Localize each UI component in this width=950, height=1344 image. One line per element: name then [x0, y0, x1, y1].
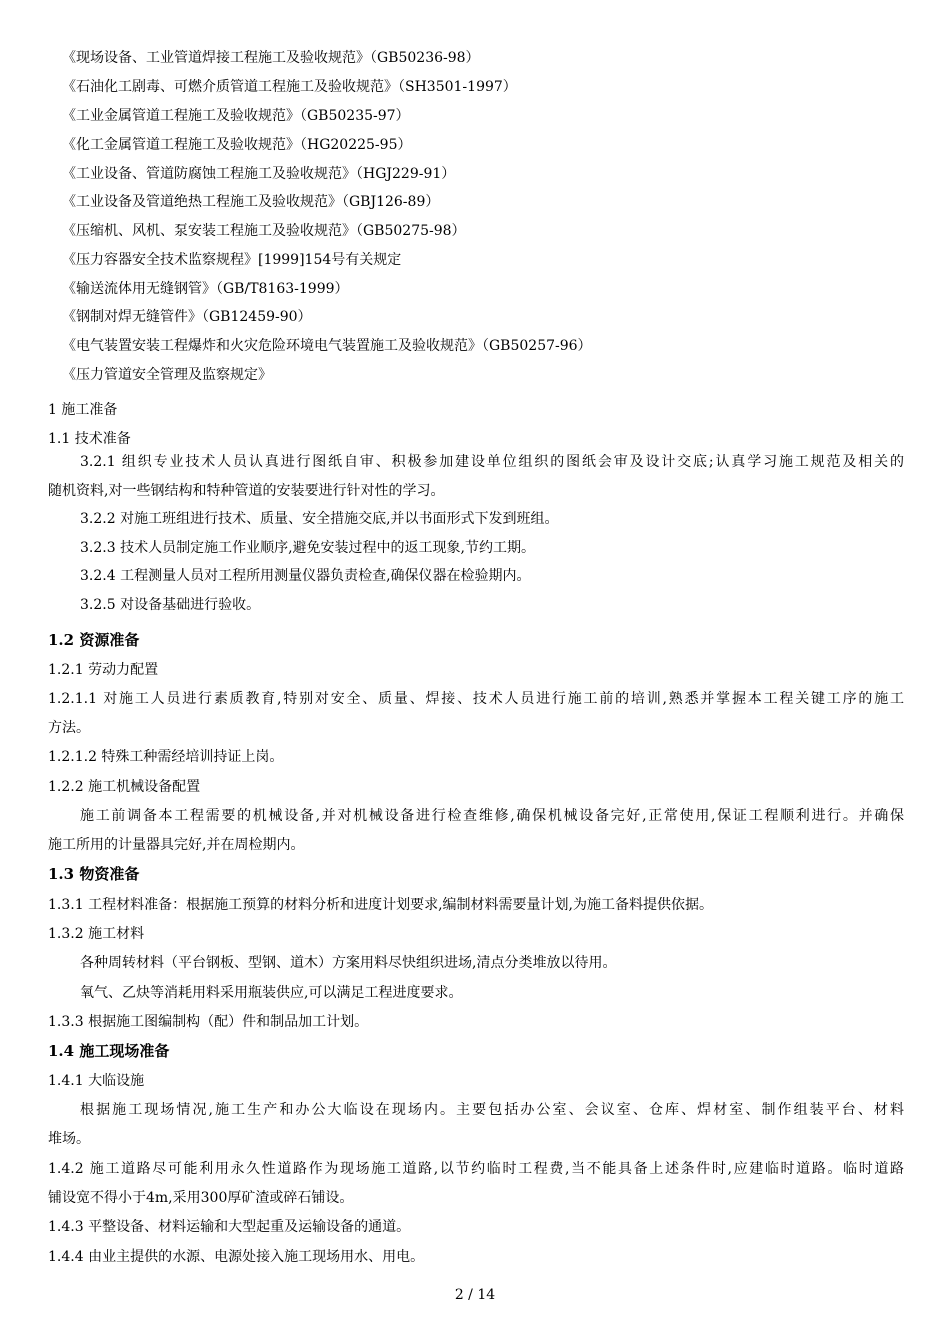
standard-item: 《钢制对焊无缝管件》（GB12459-90）: [62, 309, 312, 325]
standard-item: 《压力管道安全管理及监察规定》: [62, 367, 272, 383]
section-heading-1-1: 1.1 技术准备: [48, 431, 131, 447]
paragraph-1-3-1: 1.3.1 工程材料准备：根据施工预算的材料分析和进度计划要求,编制材料需要量计划,为施工备料提供依据。: [48, 897, 713, 913]
standard-item: 《工业金属管道工程施工及验收规范》（GB50235-97）: [62, 108, 410, 124]
section-heading-1-2-2: 1.2.2 施工机械设备配置: [48, 779, 201, 795]
paragraph-1-3-2-b: 氧气、乙炔等消耗用料采用瓶装供应,可以满足工程进度要求。: [80, 985, 463, 1001]
paragraph-1-4-3: 1.4.3 平整设备、材料运输和大型起重及运输设备的通道。: [48, 1219, 411, 1235]
paragraph-1-4-1-line1: 根据施工现场情况,施工生产和办公大临设在现场内。主要包括办公室、会议室、仓库、焊材室、制作组装平台、材料: [80, 1102, 904, 1118]
page-number: 2 / 14: [454, 1287, 496, 1303]
paragraph-1-3-3: 1.3.3 根据施工图编制构（配）件和制品加工计划。: [48, 1014, 369, 1030]
paragraph-1-2-1-1-line1: 1.2.1.1 对施工人员进行素质教育,特别对安全、质量、焊接、技术人员进行施工前的培训,熟悉并掌握本工程关键工序的施工: [48, 691, 904, 707]
paragraph-3-2-1-line1: 3.2.1 组织专业技术人员认真进行图纸自审、积极参加建设单位组织的图纸会审及设计交底;认真学习施工规范及相关的: [80, 454, 904, 470]
standard-item: 《工业设备、管道防腐蚀工程施工及验收规范》（HGJ229-91）: [62, 166, 456, 182]
paragraph-1-4-2-line1: 1.4.2 施工道路尽可能利用永久性道路作为现场施工道路,以节约临时工程费,当不能具备上述条件时,应建临时道路。临时道路: [48, 1161, 904, 1177]
section-heading-1-4-1: 1.4.1 大临设施: [48, 1073, 145, 1089]
paragraph-1-4-4: 1.4.4 由业主提供的水源、电源处接入施工现场用水、用电。: [48, 1249, 425, 1265]
section-heading-1-4: 1.4 施工现场准备: [48, 1042, 170, 1060]
standard-item: 《现场设备、工业管道焊接工程施工及验收规范》（GB50236-98）: [62, 50, 480, 66]
paragraph-3-2-2: 3.2.2 对施工班组进行技术、质量、安全措施交底,并以书面形式下发到班组。: [80, 511, 559, 527]
section-heading-1-2: 1.2 资源准备: [48, 631, 140, 649]
standard-item: 《化工金属管道工程施工及验收规范》（HG20225-95）: [62, 137, 412, 153]
paragraph-1-2-1-1-line2: 方法。: [48, 720, 90, 736]
paragraph-1-4-1-line2: 堆场。: [48, 1131, 90, 1147]
standard-item: 《石油化工剧毒、可燃介质管道工程施工及验收规范》（SH3501-1997）: [62, 79, 517, 95]
standard-item: 《工业设备及管道绝热工程施工及验收规范》（GBJ126-89）: [62, 194, 440, 210]
paragraph-1-2-2-line2: 施工所用的计量器具完好,并在周检期内。: [48, 837, 305, 853]
standard-item: 《压缩机、风机、泵安装工程施工及验收规范》（GB50275-98）: [62, 223, 466, 239]
section-heading-1-3: 1.3 物资准备: [48, 865, 140, 883]
paragraph-3-2-5: 3.2.5 对设备基础进行验收。: [80, 597, 261, 613]
standard-item: 《压力容器安全技术监察规程》[1999]154号有关规定: [62, 252, 402, 268]
paragraph-3-2-1-line2: 随机资料,对一些钢结构和特种管道的安装要进行针对性的学习。: [48, 483, 445, 499]
section-heading-1: 1 施工准备: [48, 402, 118, 418]
standard-item: 《电气装置安装工程爆炸和火灾危险环境电气装置施工及验收规范》（GB50257-96）: [62, 338, 592, 354]
paragraph-1-4-2-line2: 铺设宽不得小于4m,采用300厚矿渣或碎石铺设。: [48, 1190, 354, 1206]
paragraph-1-2-2-line1: 施工前调备本工程需要的机械设备,并对机械设备进行检查维修,确保机械设备完好,正常使用,保证工程顺利进行。并确保: [80, 808, 904, 824]
section-heading-1-2-1: 1.2.1 劳动力配置: [48, 662, 159, 678]
standard-item: 《输送流体用无缝钢管》（GB/T8163-1999）: [62, 281, 349, 297]
section-heading-1-3-2: 1.3.2 施工材料: [48, 926, 145, 942]
paragraph-1-2-1-2: 1.2.1.2 特殊工种需经培训持证上岗。: [48, 749, 284, 765]
paragraph-1-3-2-a: 各种周转材料（平台钢板、型钢、道木）方案用料尽快组织进场,清点分类堆放以待用。: [80, 955, 617, 971]
paragraph-3-2-4: 3.2.4 工程测量人员对工程所用测量仪器负责检查,确保仪器在检验期内。: [80, 568, 531, 584]
paragraph-3-2-3: 3.2.3 技术人员制定施工作业顺序,避免安装过程中的返工现象,节约工期。: [80, 540, 535, 556]
